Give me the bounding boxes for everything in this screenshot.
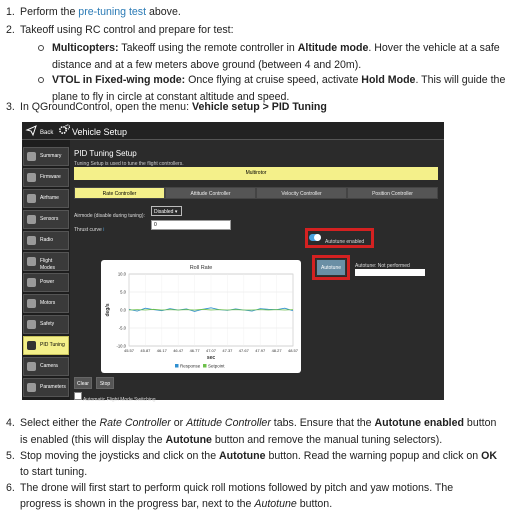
legend-label-setpoint: Setpoint <box>208 363 225 369</box>
qgc-sidebar <box>22 140 70 400</box>
y-tick-label: 10.0 <box>117 271 126 277</box>
step-number: 6. <box>6 482 15 494</box>
step-number: 4. <box>6 417 15 429</box>
parameters-icon <box>27 383 36 392</box>
sidebar-item-power[interactable]: Power <box>23 273 69 292</box>
stop-button[interactable]: Stop <box>96 377 114 389</box>
power-icon <box>27 278 36 287</box>
step-4: Select either the Rate Controller or Attitude Controller tabs. Ensure that the Autotune enabled button <box>20 417 497 429</box>
x-tick-label: 47.07 <box>205 348 217 353</box>
thrust-curve-input[interactable]: 0 <box>151 220 231 230</box>
bullet-vtol: VTOL in Fixed-wing mode: Once flying at cruise speed, activate Hold Mode. This will guide the <box>52 74 505 86</box>
paper-plane-icon <box>26 125 37 136</box>
sensors-icon <box>27 215 36 224</box>
auto-switch-checkbox[interactable] <box>74 392 82 400</box>
airmode-label: Airmode (disable during tuning): <box>74 213 145 219</box>
back-button[interactable]: Back <box>40 130 54 136</box>
bullet-multicopters: Multicopters: Takeoff using the remote controller in Altitude mode. Hover the vehicle at a safe <box>52 42 500 54</box>
step-5-line2: to start tuning. <box>20 466 88 478</box>
x-axis-label: sec <box>206 355 216 361</box>
step-5: Stop moving the joysticks and click on the Autotune button. Read the warning popup and click on OK <box>20 450 497 462</box>
bullet-multicopters-line2: distance and at a few meters above ground (between 4 and 20m). <box>52 59 362 71</box>
roll-rate-chart-svg <box>101 260 301 373</box>
gears-icon <box>58 124 70 136</box>
safety-icon <box>27 320 36 329</box>
step-number: 1. <box>6 6 15 18</box>
airmode-select[interactable]: Disabled ▾ <box>151 206 182 216</box>
sidebar-item-radio[interactable]: Radio <box>23 231 69 250</box>
step-2: Takeoff using RC control and prepare for test: <box>20 24 234 36</box>
autotune-progress-bar <box>355 269 425 276</box>
step-number: 3. <box>6 101 15 113</box>
firmware-icon <box>27 173 36 182</box>
clear-button[interactable]: Clear <box>74 377 92 389</box>
auto-switch-label: Automatic Flight Mode Switching <box>83 397 156 403</box>
summary-icon <box>27 152 36 161</box>
page-subtitle: Tuning Setup is used to tune the flight controllers. <box>74 161 184 167</box>
x-tick-label: 46.77 <box>189 348 200 353</box>
sidebar-item-safety[interactable]: Safety <box>23 315 69 334</box>
motors-icon <box>27 299 36 308</box>
legend-swatch-setpoint <box>203 364 207 368</box>
x-tick-label: 46.17 <box>156 348 167 353</box>
step-4-line2: is enabled (this will display the Autotune button and remove the manual tuning selectors). <box>20 434 443 446</box>
radio-icon <box>27 236 36 245</box>
x-tick-label: 45.87 <box>140 348 151 353</box>
page-title: PID Tuning Setup <box>74 149 137 158</box>
sidebar-item-airframe[interactable]: Airframe <box>23 189 69 208</box>
tab-velocity-controller[interactable]: Velocity Controller <box>256 187 347 199</box>
sidebar-item-summary[interactable]: Summary <box>23 147 69 166</box>
x-tick-label: 47.97 <box>255 348 266 353</box>
sidebar-item-pid-tuning[interactable]: PID Tuning <box>23 336 69 355</box>
camera-icon <box>27 362 36 371</box>
y-axis-label: deg/s <box>105 303 111 317</box>
sidebar-item-sensors[interactable]: Sensors <box>23 210 69 229</box>
step-number: 5. <box>6 450 15 462</box>
pre-tuning-test-link[interactable]: pre-tuning test <box>78 6 147 18</box>
autotune-button[interactable]: Autotune <box>316 259 346 276</box>
step-6-line2: progress is shown in the progress bar, next to the Autotune button. <box>20 498 333 510</box>
bullet <box>38 77 44 83</box>
x-tick-label: 47.37 <box>222 348 233 353</box>
tab-attitude-controller[interactable]: Attitude Controller <box>165 187 256 199</box>
info-icon: i <box>103 227 105 233</box>
autotune-toggle-label: Autotune enabled <box>325 239 365 245</box>
tab-position-controller[interactable]: Position Controller <box>347 187 438 199</box>
sidebar-item-firmware[interactable]: Firmware <box>23 168 69 187</box>
vehicle-type-bar[interactable]: Multirotor <box>74 167 438 180</box>
roll-rate-chart <box>101 260 301 373</box>
flight-modes-icon <box>27 257 36 266</box>
bullet-vtol-line2: plane to fly in circle at constant altitude and speed. <box>52 91 290 103</box>
step-1: Perform the pre-tuning test above. <box>20 6 181 18</box>
autotune-status: Autotune: Not performed <box>355 263 410 269</box>
sidebar-item-motors[interactable]: Motors <box>23 294 69 313</box>
x-tick-label: 45.57 <box>123 348 135 353</box>
autotune-toggle-switch[interactable] <box>309 234 321 241</box>
y-tick-label: -10.0 <box>116 343 126 349</box>
legend-label-response: Response <box>180 363 201 369</box>
x-tick-label: 47.67 <box>238 348 249 353</box>
pid-tuning-icon <box>27 341 36 350</box>
airframe-icon <box>27 194 36 203</box>
qgc-screenshot <box>22 122 444 403</box>
y-tick-label: 0.0 <box>120 307 126 313</box>
x-tick-label: 48.57 <box>287 348 299 353</box>
vehicle-setup-title: Vehicle Setup <box>72 127 128 137</box>
tab-rate-controller[interactable]: Rate Controller <box>74 187 165 199</box>
step-number: 2. <box>6 24 15 36</box>
sidebar-item-flight-modes[interactable]: Flight Modes <box>23 252 69 271</box>
qgc-main-panel <box>72 140 444 403</box>
bullet <box>38 45 44 51</box>
x-tick-label: 46.47 <box>173 348 184 353</box>
y-tick-label: 5.0 <box>120 289 126 295</box>
sidebar-item-parameters[interactable]: Parameters <box>23 378 69 397</box>
sidebar-item-camera[interactable]: Camera <box>23 357 69 376</box>
step-6: The drone will first start to perform quick roll motions followed by pitch and yaw motions. The <box>20 482 454 494</box>
step-3: In QGroundControl, open the menu: Vehicle setup > PID Tuning <box>20 101 327 113</box>
thrust-curve-label: Thrust curve i <box>74 227 105 233</box>
y-tick-label: -5.0 <box>118 325 126 331</box>
x-tick-label: 48.27 <box>271 348 282 353</box>
chart-title: Roll Rate <box>189 265 213 271</box>
legend-swatch-response <box>175 364 179 368</box>
qgc-toolbar <box>22 122 444 140</box>
